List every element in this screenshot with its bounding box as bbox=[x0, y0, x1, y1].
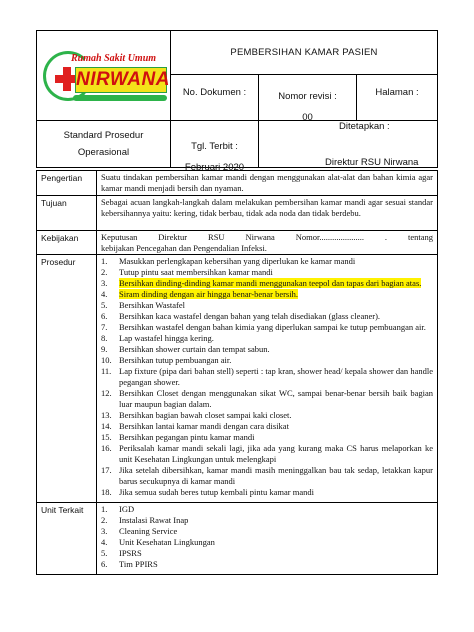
logo-subtitle: Rumah Sakit Umum bbox=[71, 53, 157, 64]
prosedur-step-number: 9. bbox=[101, 344, 108, 354]
prosedur-step-text: Bersihkan Closet dengan menggunakan sikat WC, sampai benar-benar bersih baik bagian luar maupun bagian dalam. bbox=[119, 388, 433, 409]
logo-cell bbox=[37, 31, 171, 121]
row-pengertian bbox=[37, 171, 437, 195]
prosedur-steps bbox=[101, 256, 433, 498]
tujuan-label: Tujuan bbox=[37, 196, 97, 230]
tgl-terbit-value: Februari 2020 bbox=[184, 161, 245, 173]
no-dokumen-label: No. Dokumen : bbox=[182, 87, 247, 98]
prosedur-step-number: 14. bbox=[101, 421, 112, 431]
unit-item bbox=[101, 515, 433, 526]
halaman-cell bbox=[357, 75, 437, 121]
prosedur-step-text: Masukkan perlengkapan kebersihan yang diperlukan ke kamar mandi bbox=[119, 256, 356, 266]
kebijakan-label: Kebijakan bbox=[37, 231, 97, 254]
prosedur-step-number: 17. bbox=[101, 465, 112, 475]
unit-item-text: Unit Kesehatan Lingkungan bbox=[119, 537, 215, 547]
prosedur-label: Prosedur bbox=[37, 255, 97, 502]
prosedur-step-number: 10. bbox=[101, 355, 112, 365]
prosedur-list-wrap bbox=[101, 256, 433, 498]
prosedur-step-text: Siram dinding dengan air hingga benar-benar bersih. bbox=[119, 289, 298, 299]
unit-item bbox=[101, 504, 433, 515]
prosedur-step-text: Bersihkan lantai kamar mandi dengan cara disikat bbox=[119, 421, 289, 431]
prosedur-step-number: 6. bbox=[101, 311, 108, 321]
prosedur-step bbox=[101, 465, 433, 487]
ditetapkan-cell bbox=[259, 121, 437, 168]
unit-list-wrap bbox=[101, 504, 433, 570]
prosedur-step-text: Bersihkan kaca wastafel dengan bahan yang telah disediakan (glass cleaner). bbox=[119, 311, 381, 321]
hospital-logo bbox=[43, 47, 170, 109]
prosedur-step bbox=[101, 289, 433, 300]
prosedur-step-number: 13. bbox=[101, 410, 112, 420]
unit-item-text: Cleaning Service bbox=[119, 526, 178, 536]
prosedur-step bbox=[101, 300, 433, 311]
unit-item bbox=[101, 526, 433, 537]
prosedur-step bbox=[101, 388, 433, 410]
kebijakan-text: Keputusan Direktur RSU Nirwana Nomor..................... . tentang kebijakan Pencegahan dan Pengendalian Infeksi. bbox=[101, 232, 436, 253]
halaman-label: Halaman : bbox=[375, 87, 419, 98]
prosedur-step-text: Tutup pintu saat membersihkan kamar mandi bbox=[119, 267, 273, 277]
prosedur-step-text: Bersihkan dinding-dinding kamar mandi menggunakan teepol dan tapas dari bagian atas. bbox=[119, 278, 422, 288]
prosedur-step bbox=[101, 421, 433, 432]
prosedur-step bbox=[101, 355, 433, 366]
prosedur-step-number: 11. bbox=[101, 366, 112, 376]
prosedur-step-number: 15. bbox=[101, 432, 112, 442]
unit-item-number: 3. bbox=[101, 526, 108, 536]
unit-item-text: Tim PPIRS bbox=[119, 559, 158, 569]
prosedur-step-number: 5. bbox=[101, 300, 108, 310]
prosedur-step bbox=[101, 443, 433, 465]
prosedur-step-text: Bersihkan Wastafel bbox=[119, 300, 185, 310]
prosedur-step-number: 12. bbox=[101, 388, 112, 398]
document-header bbox=[36, 30, 438, 173]
unit-item-text: IGD bbox=[119, 504, 135, 514]
prosedur-step-text: Bersihkan shower curtain dan tempat sabun. bbox=[119, 344, 270, 354]
pengertian-text: Suatu tindakan pembersihan kamar mandi dengan menggunakan alat-alat dan bahan kimia agar kamar mandi menjadi bersih dan nyaman. bbox=[101, 172, 433, 193]
unit-item-number: 1. bbox=[101, 504, 108, 514]
nomor-revisi-value: 00 bbox=[302, 111, 313, 123]
prosedur-step-number: 16. bbox=[101, 443, 112, 453]
document-title: PEMBERSIHAN KAMAR PASIEN bbox=[171, 31, 437, 75]
row-prosedur bbox=[37, 254, 437, 502]
prosedur-step-text: Bersihkan bagian bawah closet sampai kaki closet. bbox=[119, 410, 292, 420]
unit-item bbox=[101, 548, 433, 559]
sop-content-table bbox=[36, 170, 438, 575]
sop-type-cell bbox=[37, 121, 171, 168]
prosedur-step-text: Periksalah kamar mandi sekali lagi, jika ada yang kurang maka CS harus melaporkan ke unit Kesehatan Lingkungan untuk melengkapi bbox=[119, 443, 433, 464]
prosedur-step bbox=[101, 366, 433, 388]
unit-terkait-items bbox=[101, 504, 433, 570]
unit-item-number: 6. bbox=[101, 559, 108, 569]
prosedur-step bbox=[101, 311, 433, 322]
prosedur-step bbox=[101, 410, 433, 421]
tgl-terbit-label: Tgl. Terbit : bbox=[191, 141, 238, 152]
unit-item-number: 5. bbox=[101, 548, 108, 558]
prosedur-step-text: Bersihkan pegangan pintu kamar mandi bbox=[119, 432, 255, 442]
nomor-revisi-cell bbox=[259, 75, 357, 121]
prosedur-step-text: Bersihkan tutup pembuangan air. bbox=[119, 355, 232, 365]
sop-type-line1: Standard Prosedur bbox=[63, 130, 144, 142]
prosedur-step bbox=[101, 333, 433, 344]
prosedur-step-number: 18. bbox=[101, 487, 112, 497]
unit-item-number: 4. bbox=[101, 537, 108, 547]
direktur-name: Direktur RSU Nirwana bbox=[325, 157, 419, 168]
unit-item-number: 2. bbox=[101, 515, 108, 525]
prosedur-step bbox=[101, 487, 433, 498]
logo-swoosh-icon bbox=[73, 95, 167, 101]
prosedur-step-text: Jika setelah dibersihkan, kamar mandi masih meninggalkan bau tak sedap, letakkan kapur barus secukupnya di kamar mandi bbox=[119, 465, 433, 486]
logo-name: NIRWANA bbox=[75, 67, 167, 93]
prosedur-step-text: Jika semua sudah beres tutup kembali pintu kamar mandi bbox=[119, 487, 314, 497]
prosedur-step bbox=[101, 256, 433, 267]
prosedur-step-number: 8. bbox=[101, 333, 108, 343]
no-dokumen-cell bbox=[171, 75, 259, 121]
row-kebijakan bbox=[37, 230, 437, 254]
prosedur-step bbox=[101, 278, 433, 289]
prosedur-step-text: Lap fixture (pipa dari bahan stell) seperti : tap kran, shower head/ kepala shower dan handle pegangan shower. bbox=[119, 366, 433, 387]
prosedur-step-text: Lap wastafel hingga kering. bbox=[119, 333, 214, 343]
prosedur-step-number: 3. bbox=[101, 278, 108, 288]
prosedur-step bbox=[101, 267, 433, 278]
unit-item-text: IPSRS bbox=[119, 548, 142, 558]
sop-type-line2: Operasional bbox=[77, 146, 130, 158]
prosedur-step-number: 4. bbox=[101, 289, 108, 299]
tgl-terbit-cell bbox=[171, 121, 259, 173]
unit-terkait-label: Unit Terkait bbox=[37, 503, 97, 574]
row-tujuan bbox=[37, 195, 437, 230]
nomor-revisi-label: Nomor revisi : bbox=[278, 91, 337, 102]
pengertian-label: Pengertian bbox=[37, 171, 97, 195]
tujuan-text: Sebagai acuan langkah-langkah dalam melakukan pembersihan kamar mandi agar sesuai standar kebersihannya yaitu: kering, tidak berbau, tidak ada noda dan tidak berdebu. bbox=[101, 197, 433, 218]
prosedur-step-number: 2. bbox=[101, 267, 108, 277]
prosedur-step bbox=[101, 322, 433, 333]
ditetapkan-label: Ditetapkan : bbox=[339, 121, 390, 132]
unit-item-text: Instalasi Rawat Inap bbox=[119, 515, 189, 525]
unit-item bbox=[101, 559, 433, 570]
prosedur-step-text: Bersihkan wastafel dengan bahan kimia yang diperlukan sampai ke tutup pembuangan air. bbox=[119, 322, 426, 332]
unit-item bbox=[101, 537, 433, 548]
prosedur-step-number: 1. bbox=[101, 256, 108, 266]
row-unit-terkait bbox=[37, 502, 437, 574]
prosedur-step bbox=[101, 344, 433, 355]
prosedur-step-number: 7. bbox=[101, 322, 108, 332]
prosedur-step bbox=[101, 432, 433, 443]
